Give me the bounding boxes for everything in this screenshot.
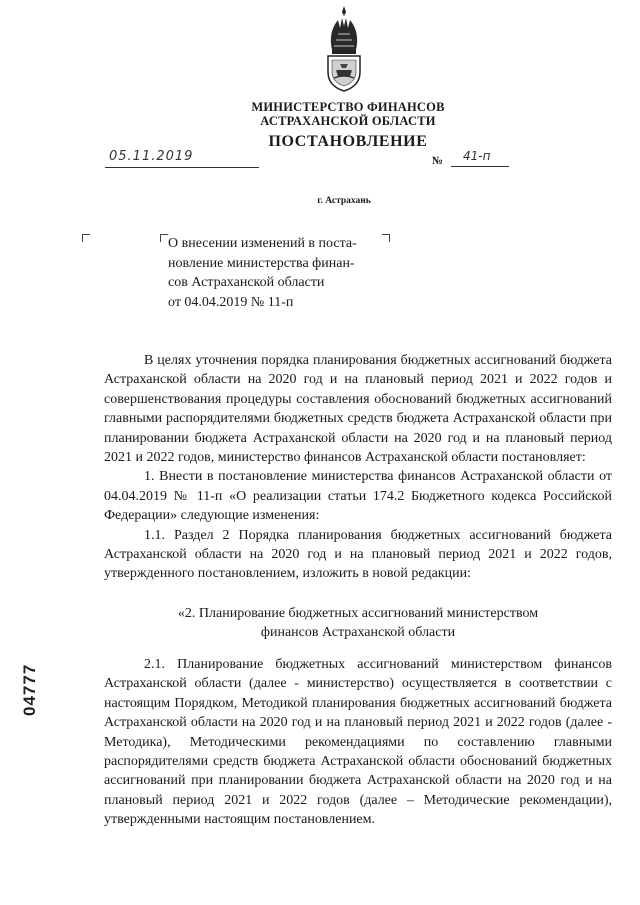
subject-line: сов Астраханской области bbox=[168, 275, 325, 290]
paragraph-item-1: 1. Внести в постановление министерства финансов Астраханской области от 04.04.2019 № 11-п «О реализации статьи 174.2 Бюджетного кодекса Российской Федерации» следующие изменения: bbox=[104, 469, 612, 524]
corner-mark bbox=[382, 234, 390, 242]
section-title bbox=[104, 604, 612, 643]
corner-mark bbox=[82, 234, 90, 242]
paragraph-item-1-1: 1.1. Раздел 2 Порядка планирования бюджетных ассигнований бюджета Астраханской области на 2020 год и на плановый период 2021 и 2022 годов, утвержденного постановлением, изложить в новой редакции: bbox=[104, 527, 612, 582]
city-name: г. Астрахань bbox=[317, 196, 371, 206]
subject-line: новление министерства финан- bbox=[168, 255, 355, 271]
ministry-line-1: МИНИСТЕРСТВО ФИНАНСОВ bbox=[251, 100, 445, 114]
document-date: 05.11.2019 bbox=[105, 149, 259, 168]
ministry-name bbox=[28, 100, 640, 128]
document-number: 41-п bbox=[451, 149, 509, 167]
section-title-line-1: «2. Планирование бюджетных ассигнований министерством bbox=[177, 606, 539, 621]
subject-line: от 04.04.2019 № 11-п bbox=[168, 294, 294, 310]
side-registration-code: 04777 bbox=[20, 663, 39, 716]
subject-line: О внесении изменений в поста- bbox=[168, 236, 357, 251]
document-type: ПОСТАНОВЛЕНИЕ bbox=[268, 133, 428, 150]
section-body bbox=[104, 655, 612, 830]
number-label: № bbox=[432, 155, 444, 167]
paragraph-preamble: В целях уточнения порядка планирования бюджетных ассигнований бюджета Астраханской области на 2020 год и на плановый период 2021 и 2022 годов и совершенствования процедуры составления обоснований бюджетных ассигнований главными распорядителями бюджетных средств бюджета Астраханской области при планировании бюджета Астраханской области на 2020 год и на плановый период 2021 и 2022 годов, министерство финансов Астраханской области постановляет: bbox=[104, 353, 612, 466]
preamble-block bbox=[104, 351, 612, 584]
section-title-line-2: финансов Астраханской области bbox=[260, 625, 456, 641]
corner-mark bbox=[160, 234, 168, 242]
paragraph-2-1: 2.1. Планирование бюджетных ассигнований министерством финансов Астраханской области (далее - министерство) осуществляется в соответствии с настоящим Порядком, Методикой планирования бюджетных ассигнований бюджета Астраханской области на 2020 год и на плановый период 2021 и 2022 годов (далее - Методика), Методическими рекомендациями по составлению главными распорядителями средств бюджета Астраханской области обоснований бюджетных ассигнований при планировании бюджета Астраханской области на 2020 год и на плановый период 2021 и 2022 годов (далее – Методические рекомендации), утвержденными настоящим постановлением. bbox=[104, 657, 612, 828]
ministry-line-2: АСТРАХАНСКОЙ ОБЛАСТИ bbox=[260, 114, 436, 128]
document-subject bbox=[168, 234, 383, 312]
coat-of-arms-icon bbox=[322, 6, 366, 92]
